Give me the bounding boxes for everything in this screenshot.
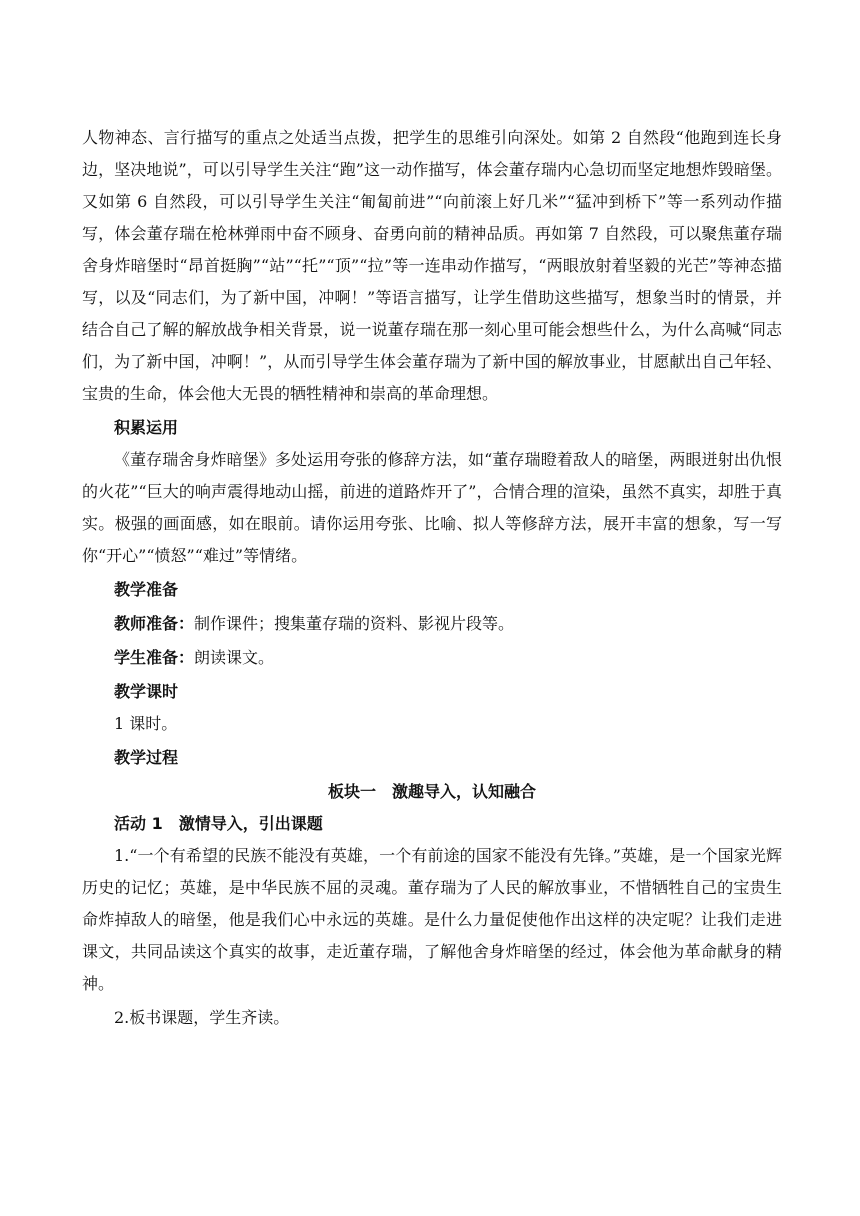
- hours-heading: 教学课时: [114, 682, 179, 701]
- accumulation-heading: 积累运用: [114, 418, 179, 437]
- intro-paragraph: 人物神态、言行描写的重点之处适当点拨，把学生的思维引向深处。如第 2 自然段“他跑到连长身边，坚决地说”，可以引导学生关注“跑”这一动作描写，体会董存瑞内心急切而坚定地想炸毁暗堡。又如第 6 自然段，可以引导学生关注“匍匐前进”“向前滚上好几米”“猛冲到桥下”等一系列动作描写，体会董存瑞在枪林弹雨中奋不顾身、奋勇向前的精神品质。再如第 7 自然段，可以聚焦董存瑞舍身炸暗堡时“昂首挺胸”“站”“托”“顶”“拉”等一连串动作描写，“两眼放射着坚毅的光芒”等神态描写，以及“同志们，为了新中国，冲啊！”等语言描写，让学生借助这些描写，想象当时的情景，并结合自己了解的解放战争相关背景，说一说董存瑞在那一刻心里可能会想些什么，为什么高喊“同志们，为了新中国，冲啊！”，从而引导学生体会董存瑞为了新中国的解放事业，甘愿献出自己年轻、宝贵的生命，体会他大无畏的牺牲精神和崇高的革命理想。: [82, 128, 782, 403]
- accumulation-paragraph: 《董存瑞舍身炸暗堡》多处运用夸张的修辞方法，如“董存瑞瞪着敌人的暗堡，两眼迸射出仇恨的火花”“巨大的响声震得地动山摇，前进的道路炸开了”，合情合理的渲染，虽然不真实，却胜于真实。极强的画面感，如在眼前。请你运用夸张、比喻、拟人等修辞方法，展开丰富的想象，写一写你“开心”“愤怒”“难过”等情绪。: [82, 450, 782, 565]
- teacher-preparation-text: 制作课件；搜集董存瑞的资料、影视片段等。: [194, 614, 515, 633]
- activity-title: 活动 1 激情导入，引出课题: [114, 814, 323, 833]
- step-1-paragraph: 1.“一个有希望的民族不能没有英雄，一个有前途的国家不能没有先锋。”英雄，是一个国家光辉历史的记忆；英雄，是中华民族不屈的灵魂。董存瑞为了人民的解放事业，不惜牺牲自己的宝贵生命炸掉敌人的暗堡，他是我们心中永远的英雄。是什么力量促使他作出这样的决定呢？让我们走进课文，共同品读这个真实的故事，走近董存瑞，了解他舍身炸暗堡的经过，体会他为革命献身的精神。: [82, 846, 782, 993]
- document-page: [82, 122, 782, 1034]
- process-heading: 教学过程: [114, 748, 179, 767]
- hours-text: 1 课时。: [114, 714, 178, 733]
- student-preparation-text: 朗读课文。: [194, 648, 275, 667]
- teacher-preparation: [82, 608, 782, 640]
- block-title: 板块一 激趣导入，认知融合: [327, 782, 536, 801]
- teacher-preparation-label: 教师准备：: [114, 614, 195, 633]
- student-preparation-label: 学生准备：: [114, 648, 195, 667]
- step-2-paragraph: 2.板书课题，学生齐读。: [114, 1008, 290, 1027]
- preparation-heading: 教学准备: [114, 580, 179, 599]
- student-preparation: [82, 642, 782, 674]
